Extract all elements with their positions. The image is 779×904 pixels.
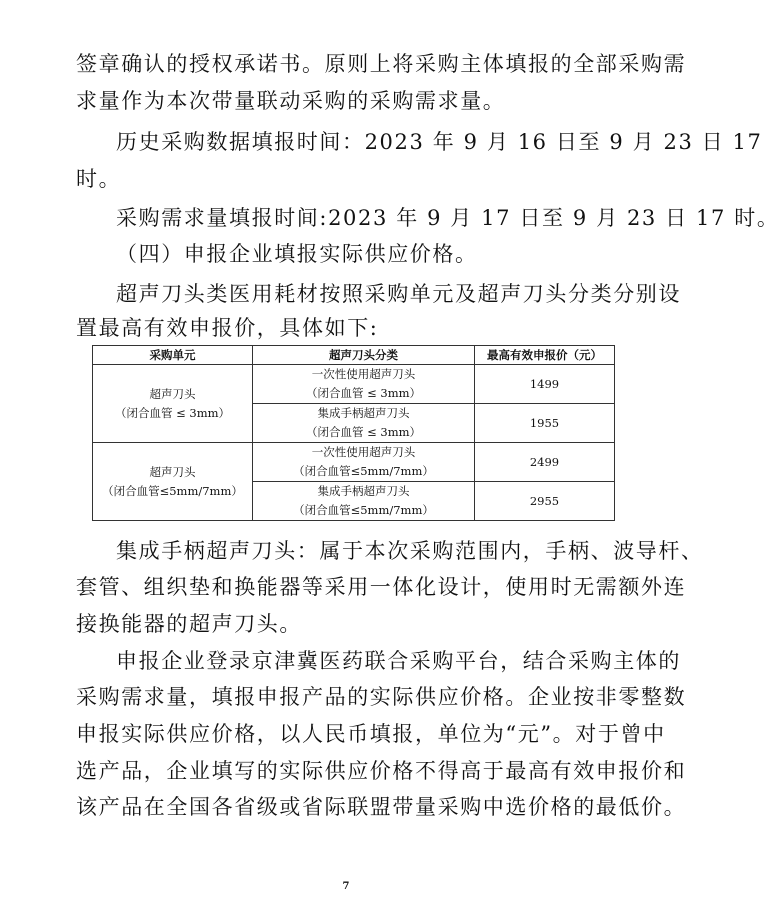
category-spec: （闭合血管≤5mm/7mm） — [293, 503, 434, 517]
category-spec: （闭合血管 ≤ 3mm） — [305, 386, 422, 400]
paragraph-line: 历史采购数据填报时间：2023 年 9 月 16 日至 9 月 23 日 17 — [116, 130, 763, 154]
paragraph-line: 申报实际供应价格，以人民币填报，单位为“元”。对于曾中 — [76, 722, 666, 746]
paragraph-line: 该产品在全国各省级或省际联盟带量采购中选价格的最低价。 — [76, 795, 687, 819]
header-category: 超声刀头分类 — [253, 346, 475, 365]
paragraph-line: 采购需求量填报时间:2023 年 9 月 17 日至 9 月 23 日 17 时。 — [116, 206, 779, 230]
unit-name: 超声刀头 — [149, 464, 196, 479]
header-price: 最高有效申报价（元） — [475, 346, 615, 365]
price-cell: 2499 — [475, 443, 615, 482]
category-cell — [253, 482, 475, 521]
unit-cell — [93, 443, 253, 521]
paragraph-line: 求量作为本次带量联动采购的采购需求量。 — [76, 89, 506, 113]
category-name: 一次性使用超声刀头 — [311, 367, 416, 381]
unit-spec: （闭合血管 ≤ 3mm） — [114, 405, 231, 420]
price-table — [92, 345, 615, 521]
category-spec: （闭合血管≤5mm/7mm） — [293, 464, 434, 478]
unit-spec: （闭合血管≤5mm/7mm） — [102, 483, 243, 498]
paragraph-line: 超声刀头类医用耗材按照采购单元及超声刀头分类分别设 — [116, 282, 681, 306]
paragraph-line: 时。 — [76, 167, 122, 191]
category-spec: （闭合血管 ≤ 3mm） — [305, 425, 422, 439]
category-name: 集成手柄超声刀头 — [317, 406, 410, 420]
category-cell — [253, 404, 475, 443]
table-row — [93, 443, 615, 482]
unit-name: 超声刀头 — [149, 386, 196, 401]
unit-cell — [93, 365, 253, 443]
paragraph-line: 接换能器的超声刀头。 — [76, 612, 302, 636]
paragraph-line: 签章确认的授权承诺书。原则上将采购主体填报的全部采购需 — [76, 52, 687, 76]
category-name: 集成手柄超声刀头 — [317, 484, 410, 498]
header-unit: 采购单元 — [93, 346, 253, 365]
section-heading: （四）申报企业填报实际供应价格。 — [116, 242, 478, 266]
page-number: 7 — [342, 881, 350, 892]
category-cell — [253, 365, 475, 404]
price-cell: 2955 — [475, 482, 615, 521]
paragraph-line: 置最高有效申报价，具体如下: — [76, 316, 379, 340]
table-row — [93, 365, 615, 404]
paragraph-line: 申报企业登录京津冀医药联合采购平台，结合采购主体的 — [116, 649, 681, 673]
category-name: 一次性使用超声刀头 — [311, 445, 416, 459]
paragraph-line: 采购需求量，填报申报产品的实际供应价格。企业按非零整数 — [76, 685, 687, 709]
price-cell: 1499 — [475, 365, 615, 404]
paragraph-line: 选产品，企业填写的实际供应价格不得高于最高有效申报价和 — [76, 759, 687, 783]
table-header-row — [93, 346, 615, 365]
paragraph-line: 集成手柄超声刀头：属于本次采购范围内，手柄、波导杆、 — [116, 539, 704, 563]
price-cell: 1955 — [475, 404, 615, 443]
paragraph-line: 套管、组织垫和换能器等采用一体化设计，使用时无需额外连 — [76, 575, 687, 599]
category-cell — [253, 443, 475, 482]
